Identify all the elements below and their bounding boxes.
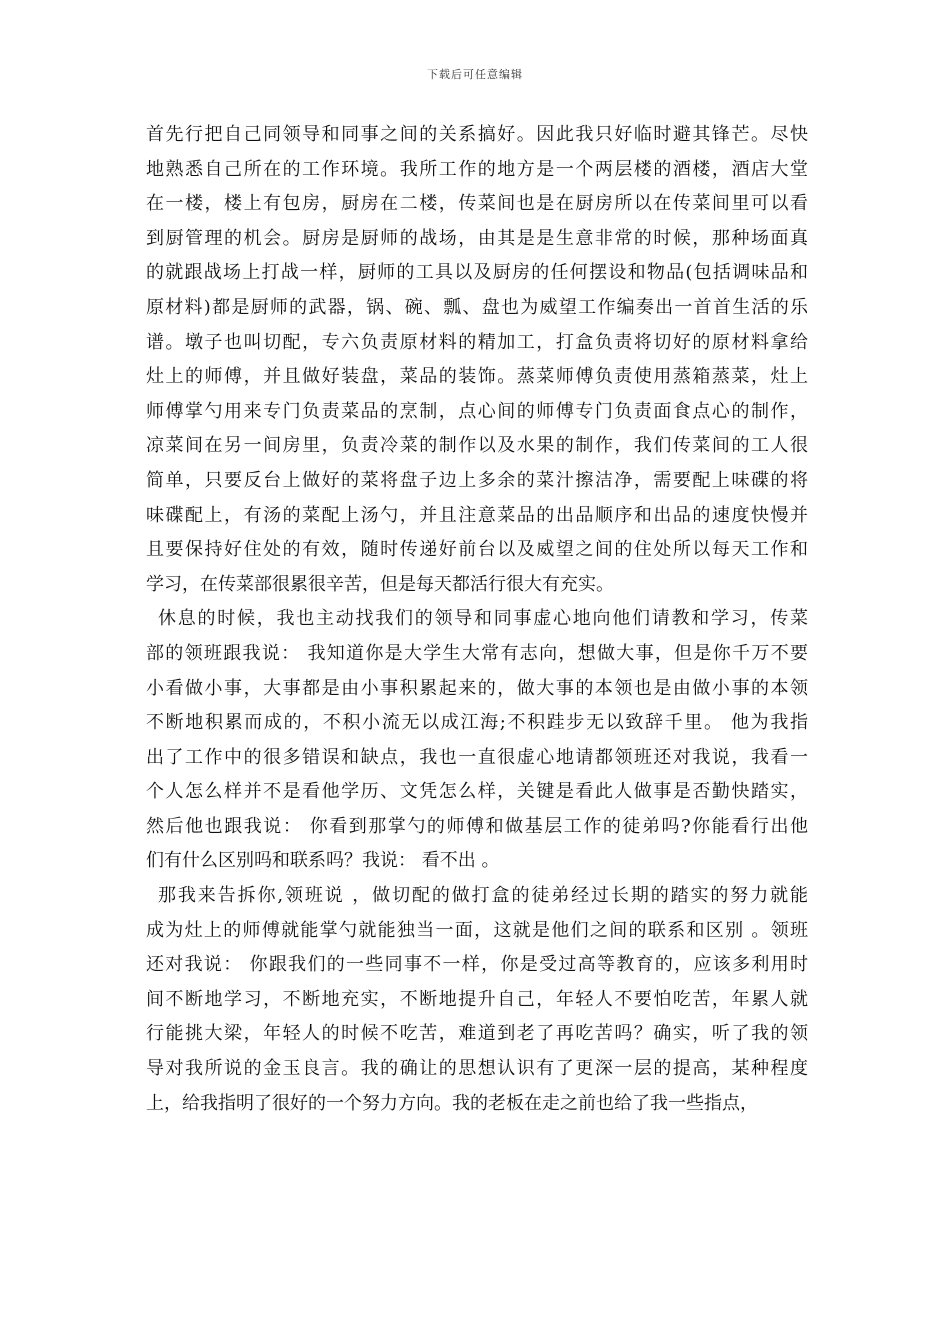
text-line: 个人怎么样并不是看他学历、文凭怎么样，关键是看此人做事是否勤快踏实，	[146, 781, 808, 803]
text-line: 间不断地学习，不断地充实，不断地提升自己，年轻人不要怕吃苦，年累人就	[146, 988, 808, 1010]
text-line: 上，给我指明了很好的一个努力方向。我的老板在走之前也给了我一些指点，	[146, 1092, 758, 1114]
page-header: 下载后可任意编辑	[427, 68, 523, 81]
paragraph	[146, 879, 808, 1121]
text-line: 到厨管理的机会。厨房是厨师的战场，由其是是生意非常的时候，那种场面真	[146, 227, 808, 249]
text-line: 出了工作中的很多错误和缺点，我也一直很虚心地请都领班还对我说，我看一	[146, 746, 808, 768]
text-line: 灶上的师傅，并且做好装盘，菜品的装饰。蒸菜师傅负责使用蒸箱蒸菜，灶上	[146, 366, 808, 388]
body-text	[146, 118, 808, 1121]
text-line: 凉菜间在另一间房里，负责冷菜的制作以及水果的制作，我们传菜间的工人很	[146, 435, 808, 457]
text-line: 学习，在传菜部很累很辛苦，但是每天都活行很大有充实。	[146, 573, 614, 595]
text-line: 原材料)都是厨师的武器，锅、碗、瓢、盘也为威望工作编奏出一首首生活的乐	[146, 296, 808, 318]
text-line: 地熟悉自己所在的工作环境。我所工作的地方是一个两层楼的酒楼，酒店大堂	[146, 158, 808, 180]
text-line: 首先行把自己同领导和同事之间的关系搞好。因此我只好临时避其锋芒。尽快	[146, 124, 808, 145]
text-line: 行能挑大梁，年轻人的时候不吃苦，难道到老了再吃苦吗？确实，听了我的领	[146, 1023, 808, 1045]
text-line: 还对我说： 你跟我们的一些同事不一样，你是受过高等教育的，应该多利用时	[146, 954, 808, 976]
text-line: 部的领班跟我说： 我知道你是大学生大常有志向，想做大事，但是你千万不要	[146, 642, 808, 664]
text-line: 导对我所说的金玉良言。我的确让的思想认识有了更深一层的提高，某种程度	[146, 1058, 808, 1080]
text-line: 的就跟战场上打战一样，厨师的工具以及厨房的任何摆设和物品(包括调味品和	[146, 262, 808, 284]
text-line: 谱。墩子也叫切配，专六负责原材料的精加工，打盒负责将切好的原材料拿给	[146, 331, 808, 353]
paragraph	[146, 118, 808, 602]
text-line: 味碟配上，有汤的菜配上汤勺，并且注意菜品的出品顺序和出品的速度快慢并	[146, 504, 808, 526]
text-line: 那我来告拆你,领班说 ，做切配的做打盒的徒弟经过长期的踏实的努力就能	[158, 885, 808, 907]
text-line: 且要保持好住处的有效，随时传递好前台以及威望之间的住处所以每天工作和	[146, 539, 808, 561]
text-line: 然后他也跟我说： 你看到那掌勺的师傅和做基层工作的徒弟吗?你能看行出他	[146, 815, 808, 837]
text-line: 成为灶上的师傅就能掌勺就能独当一面，这就是他们之间的联系和区别 。领班	[146, 919, 808, 941]
text-line: 在一楼，楼上有包房，厨房在二楼，传菜间也是在厨房所以在传菜间里可以看	[146, 193, 808, 215]
text-line: 简单，只要反台上做好的菜将盘子边上多余的菜汁擦洁净，需要配上味碟的将	[146, 469, 808, 491]
text-line: 小看做小事，大事都是由小事积累起来的，做大事的本领也是由做小事的本领	[146, 677, 808, 699]
text-line: 们有什么区别吗和联系吗？我说： 看不出 。	[146, 850, 500, 872]
paragraph	[146, 602, 808, 879]
text-line: 休息的时候，我也主动找我们的领导和同事虚心地向他们请教和学习，传菜	[158, 608, 808, 630]
text-line: 师傅掌勺用来专门负责菜品的烹制，点心间的师傅专门负责面食点心的制作，	[146, 400, 808, 422]
text-line: 不断地积累而成的，不积小流无以成江海;不积跬步无以致辞千里。 他为我指	[146, 712, 808, 734]
